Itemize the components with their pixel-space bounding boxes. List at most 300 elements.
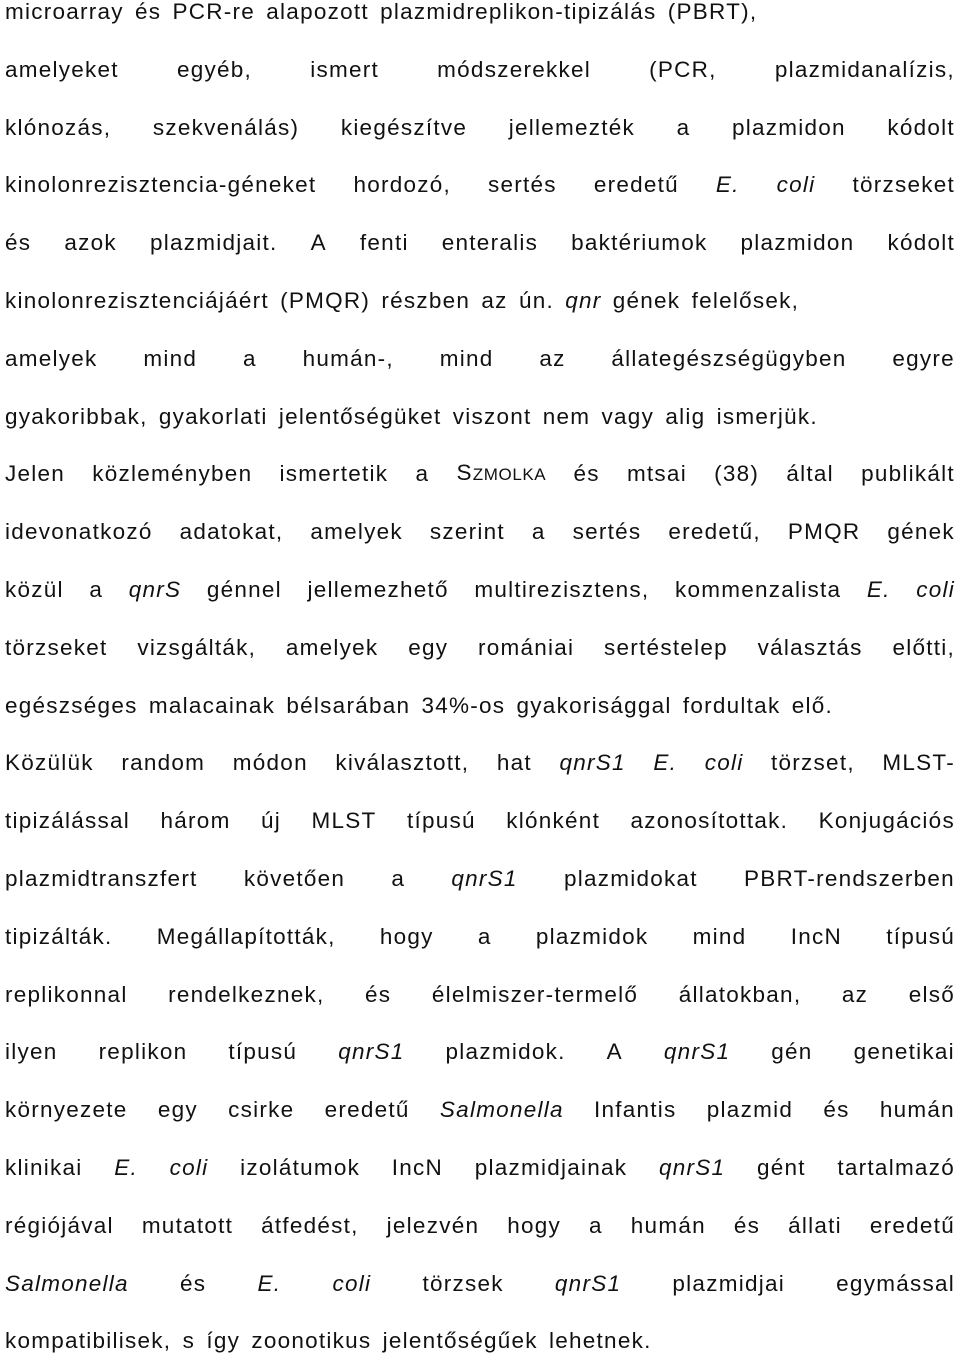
text-line [5,1090,955,1130]
word [594,1090,677,1130]
word-segment: törzsek [422,1270,504,1296]
word [5,512,153,552]
word-segment: közleményben [92,461,253,487]
word-segment: választás [757,634,863,660]
word-segment: az [481,288,508,313]
word [627,454,687,494]
word-segment: kiegészítve [340,114,468,140]
word-segment: humán [630,1212,706,1238]
text-line [5,1264,955,1304]
word [228,1032,297,1072]
word [668,512,761,552]
text-line [5,859,955,899]
word-segment: qnrS1 [554,1270,622,1296]
word-segment: kinolonrezisztenciájáért [5,288,269,313]
word-segment: izolátumok [240,1155,361,1180]
word-segment: plazmid [706,1097,794,1123]
word-segment: sertés [572,519,642,545]
word [180,512,284,552]
word-segment: plazmidok. [445,1039,566,1065]
word-segment: három [160,808,231,834]
word-segment: plazmidjai [672,1270,785,1296]
word [478,917,492,957]
word-segment: törzseket [5,634,108,660]
word-segment: azok [64,230,117,256]
word [714,454,759,494]
text-line [5,570,955,610]
word [716,165,740,205]
text-line [5,686,955,726]
word [5,281,269,321]
word-segment: microarray [5,0,124,24]
word-segment: állategészségügyben [611,345,847,371]
word-segment: egy [408,634,449,660]
word-segment: S [456,460,473,486]
word [5,628,108,668]
word-segment: közül [5,577,64,602]
text-line [5,397,955,437]
word-segment: MLST [311,808,377,834]
word [240,1148,360,1188]
word-segment: (38) [714,461,760,487]
word [536,917,649,957]
word [303,339,394,379]
word [589,1206,603,1246]
word [757,1148,806,1188]
word-segment: Megállapították, [156,923,336,949]
word [150,223,278,263]
word-segment: gyakorisággal [516,692,672,718]
word [741,223,855,263]
word-segment: követően [243,866,346,891]
word [5,339,98,379]
word-segment: nem [542,403,591,429]
word-segment: jelentőségüket [278,403,442,429]
word-segment: multirezisztens, [474,577,650,602]
word-segment: kódolt [887,230,955,256]
word [594,165,679,205]
word-segment: gén [771,1039,813,1065]
word-segment: zoonotikus [251,1328,372,1354]
word-segment: A [310,230,327,256]
word [861,454,955,494]
word-segment: qnrS1 [559,750,626,776]
word [286,686,410,726]
word [408,628,448,668]
word [870,1206,955,1246]
word [157,917,336,957]
word [571,223,707,263]
word [771,1032,812,1072]
word [852,165,955,205]
word-segment: az [539,345,566,371]
word-segment: jellemezték [508,114,636,140]
word-segment: szerint [429,519,505,545]
word [677,108,691,148]
word-segment: IncN [790,923,842,949]
word-segment: átfedést, [261,1212,359,1238]
word-segment: PBRT-rendszerben [744,866,955,891]
word-segment: eredetű [869,1212,955,1238]
word [892,339,955,379]
word [631,1206,706,1246]
word [312,801,377,841]
word [5,1090,128,1130]
word-segment: (PCR, [649,56,717,82]
word [604,628,728,668]
word [664,1032,730,1072]
word [135,0,161,32]
word [707,1090,793,1130]
word [286,628,379,668]
word-segment: plazmidok [535,923,649,949]
word [573,512,642,552]
word-segment: Salmonella [5,1270,129,1296]
word-segment: tipizálással [5,808,131,834]
word-segment: malacainak [148,692,276,718]
word [228,1090,294,1130]
word-segment: típusú [886,923,955,949]
word-segment: és [135,0,162,24]
word [158,1090,198,1130]
word [887,223,955,263]
word-segment: (PMQR) [280,288,371,313]
word [5,1206,114,1246]
word-segment: qnr [565,288,602,313]
word [310,50,379,90]
word-segment: eredetű, [668,519,761,545]
word-segment: replikon [98,1039,188,1065]
word-segment: hogy [379,923,434,949]
word [5,165,316,205]
word [5,50,119,90]
word [129,570,182,610]
word-segment: qnrS1 [338,1039,405,1065]
word [99,1032,188,1072]
word [771,743,855,783]
word [819,801,955,841]
word [497,743,532,783]
text-line [5,917,955,957]
word [453,397,532,437]
word [732,108,846,148]
word [5,1264,129,1304]
word-segment: gének [612,288,681,313]
word-segment: klinikai [5,1155,83,1180]
word-segment: hordozó, [353,172,451,198]
word [5,454,65,494]
word-segment: típusú [228,1039,298,1065]
word-segment: plazmidjait. [149,230,278,256]
word [149,686,275,726]
word [665,397,705,437]
word [693,917,747,957]
word-segment: jelentőségűek [382,1328,538,1354]
word [233,743,308,783]
word-segment: amelyeket [5,56,119,82]
word-segment: jelezvén [386,1212,480,1238]
word [243,339,257,379]
word-segment: random [121,750,206,776]
word-segment: qnrS1 [663,1039,731,1065]
word-segment: gyakoribbak, [5,403,148,429]
word-segment: módon [232,750,308,776]
word [842,975,868,1015]
word-segment: amelyek [5,345,98,371]
word-segment: így [206,1328,241,1354]
word [565,281,601,321]
word [5,0,124,32]
word-segment: hogy [507,1212,562,1238]
text-line [5,1032,955,1072]
word-segment: amelyek [310,519,403,545]
word-segment: kódolt [887,114,955,140]
word-segment: Jelen [5,461,66,487]
word [882,743,955,783]
word-segment: egymással [836,1270,955,1296]
word-segment: plazmidjainak [474,1155,628,1180]
word [892,628,955,668]
word [649,50,717,90]
word-segment: felelősek, [691,288,800,313]
word [142,1206,233,1246]
word-segment: plazmidokat [563,866,698,891]
word [573,454,599,494]
word [64,223,117,263]
word [407,801,476,841]
word-segment: a [391,866,406,891]
text-line [5,281,955,321]
word [392,1148,443,1188]
word [672,1264,785,1304]
word-segment: és [365,981,392,1007]
word [659,1148,725,1188]
text-line [5,0,955,32]
word-segment: alapozott [266,0,369,24]
word-segment: hat [496,750,532,776]
word [440,339,494,379]
word [880,1090,955,1130]
word-segment: és [5,230,32,256]
word-segment: plazmidtranszfert [5,866,198,891]
word-segment: Konjugációs [818,808,955,834]
word-segment: qnrS1 [658,1155,726,1180]
word-segment: PCR-re [172,0,256,24]
word-segment: ismert [310,56,379,82]
word [653,743,677,783]
word-segment: bélsarában [286,692,411,718]
word [823,1090,849,1130]
word-segment: amelyek [285,634,379,660]
text-line [5,801,955,841]
word [251,1321,371,1361]
word [258,1264,282,1304]
text-line [5,743,955,783]
word [381,281,470,321]
word [555,1264,621,1304]
word-segment: törzset, [771,750,855,776]
word-segment: E. [715,172,740,198]
word [507,1206,561,1246]
word-segment: egyre [892,345,955,371]
word-segment: kiválasztott, [335,750,470,776]
word [5,917,113,957]
word-segment: elő. [791,692,833,718]
word-segment: s [182,1328,196,1354]
word-segment: Közülük [5,750,94,776]
word [280,281,370,321]
word [5,1032,58,1072]
word-segment: E. [257,1270,282,1296]
text-line [5,50,955,90]
word [383,1321,538,1361]
word [266,0,369,32]
word [792,686,833,726]
word-segment: lehetnek. [549,1328,652,1354]
word-segment: régiójával [5,1212,114,1238]
word [5,801,130,841]
word [5,975,128,1015]
word [631,801,789,841]
word-segment: és [823,1097,850,1123]
word [887,512,955,552]
word-segment: gént [756,1155,806,1180]
word [5,108,111,148]
word-segment: a [676,114,691,140]
word-segment: MLST- [882,750,955,776]
word [183,1321,196,1361]
word [836,1264,955,1304]
word-segment: Salmonella [439,1097,564,1123]
word [170,1148,209,1188]
word-segment: kommenzalista [675,577,842,602]
word-segment: tipizálták. [5,923,113,949]
word [153,108,299,148]
word-segment: az [841,981,869,1007]
word-segment: tartalmazó [837,1155,955,1180]
word-segment: PMQR [787,519,861,545]
word-segment: kompatibilisek, [5,1328,172,1354]
word-segment: E. [114,1155,138,1180]
word [683,686,781,726]
word [5,1148,83,1188]
word-segment: plazmidon [731,114,846,140]
word [559,743,625,783]
text-line [5,512,955,552]
word-segment: egy [157,1097,198,1123]
word-segment: környezete [5,1097,128,1123]
word [89,570,103,610]
word [279,397,442,437]
text-line [5,165,955,205]
word [456,453,546,495]
word-segment: a [89,577,104,602]
word-segment: génnel [206,577,282,602]
word [519,281,554,321]
word [777,165,816,205]
word [121,743,205,783]
word [668,0,758,32]
word-segment: és [180,1270,207,1296]
word-segment: fenti [359,230,409,256]
word-segment: azonosítottak. [630,808,789,834]
word [539,339,565,379]
word-segment: viszont [452,403,532,429]
word-segment: genetikai [853,1039,955,1065]
word-segment: mind [143,345,198,371]
word-segment: által [786,461,834,487]
word [705,743,744,783]
word-segment: klónként [506,808,601,834]
word-segment: állatokban, [678,981,802,1007]
word-segment: coli [704,750,744,776]
word [422,1264,503,1304]
word-segment: vagy [601,403,655,429]
word [161,801,231,841]
word [5,570,64,610]
word [177,50,252,90]
word-segment: gyakorlati [158,403,268,429]
word [478,628,574,668]
word-segment: A [606,1039,623,1065]
text-line [5,223,955,263]
word-segment: ún. [518,288,554,313]
word [380,917,434,957]
word [488,165,557,205]
word-segment: qnrS [128,577,182,602]
word [114,1148,138,1188]
text-line [5,1206,955,1246]
text-line [5,1321,955,1361]
word [261,1206,359,1246]
word-segment: sertéstelep [604,634,728,660]
word [311,223,327,263]
word-segment: részben [381,288,471,313]
word-segment: mutatott [141,1212,234,1238]
word-segment: plazmidon [740,230,855,256]
word-segment: szekvenálás) [152,114,300,140]
word [679,975,802,1015]
word [207,570,282,610]
word [307,570,448,610]
word-segment: mind [439,345,494,371]
word [909,975,955,1015]
word-segment: eredetű [593,172,679,198]
word [5,743,94,783]
word-segment: egészséges [5,692,138,718]
word [387,1206,480,1246]
word [532,512,546,552]
word [159,397,268,437]
word [734,1206,760,1246]
text-line [5,339,955,379]
word-segment: idevonatkozó [5,519,153,545]
word [335,743,469,783]
word-segment: rendelkeznek, [168,981,325,1007]
word-segment: csirke [228,1097,295,1123]
word [607,1032,623,1072]
word-segment: coli [916,577,955,602]
word-segment: E. [653,750,678,776]
word-segment: Infantis [594,1097,677,1123]
word-segment: előtti, [892,634,955,660]
word [360,223,409,263]
word-segment: gének [887,519,955,545]
word [916,570,955,610]
word [788,1206,842,1246]
word [854,1032,955,1072]
word-segment: állati [788,1212,842,1238]
